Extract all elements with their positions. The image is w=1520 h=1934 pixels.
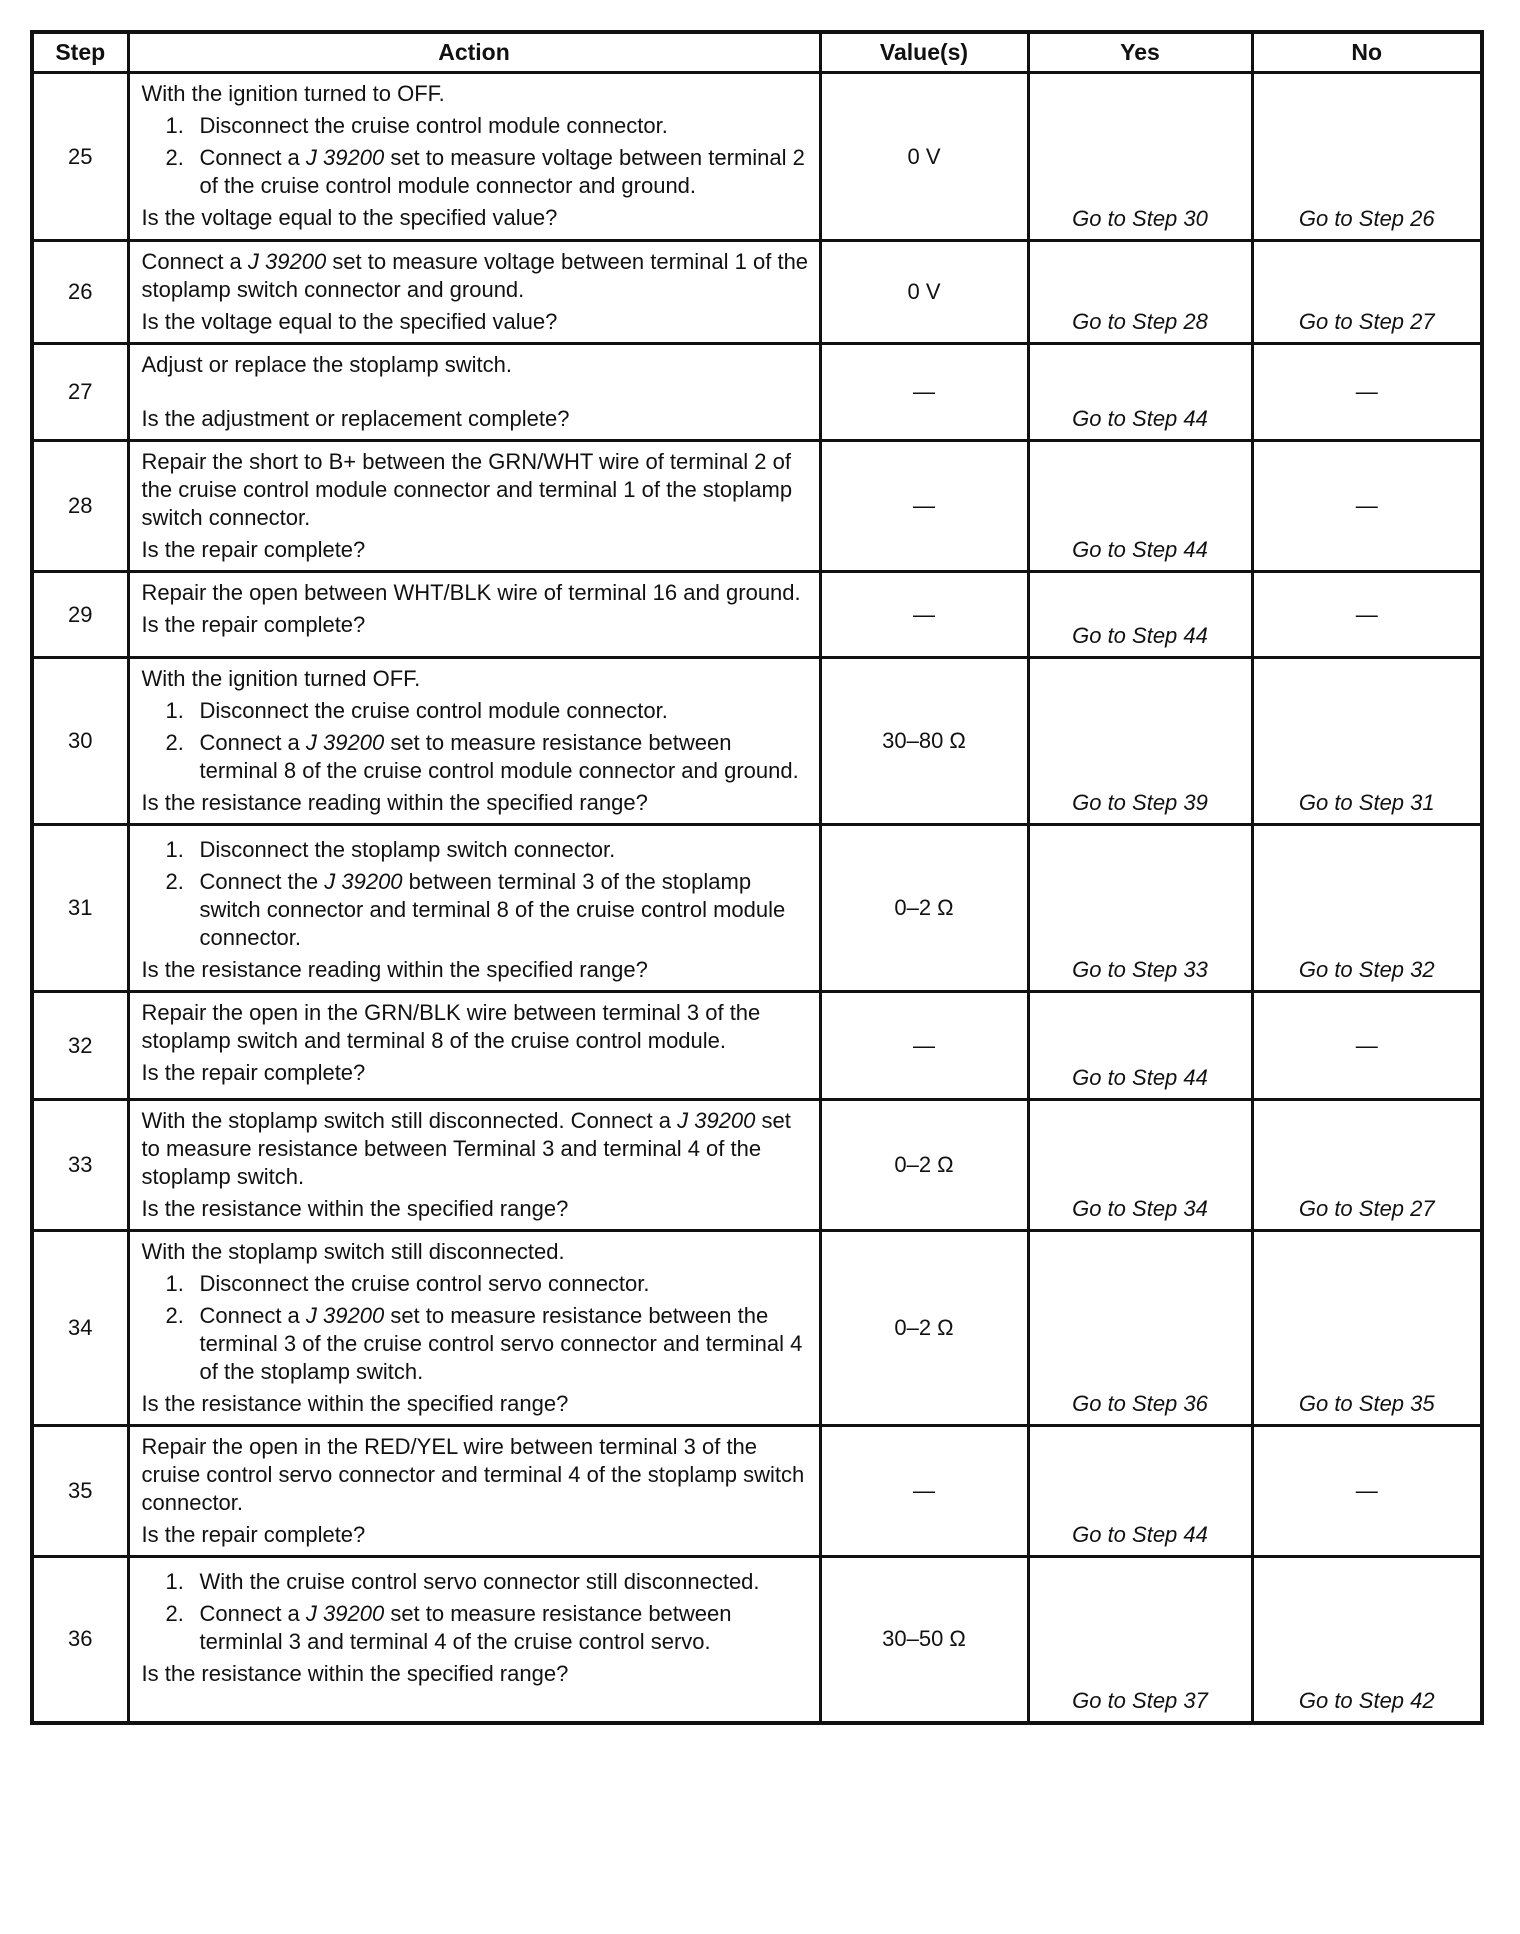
action-text: With the stoplamp switch still disconnected. Connect a: [141, 1108, 678, 1133]
action-question: Is the adjustment or replacement complete?: [141, 406, 570, 431]
value-cell: 0–2 Ω: [820, 825, 1028, 992]
action-intro: Adjust or replace the stoplamp switch.: [141, 352, 513, 377]
action-text: set to measure resistance between terminal 8 of the cruise control module connector and ground.: [199, 730, 799, 783]
no-dash: —: [1355, 1032, 1378, 1058]
action-text: Connect the: [199, 869, 325, 894]
action-text: set to measure voltage between terminal 1 of the stoplamp switch connector and ground.: [141, 249, 809, 302]
action-question: Is the resistance within the specified range?: [141, 1391, 569, 1416]
table-row: [32, 1231, 1482, 1426]
action-cell: [128, 1557, 820, 1723]
step-number: 28: [32, 441, 128, 572]
action-intro: Repair the short to B+ between the GRN/WHT wire of terminal 2 of the cruise control module connector and terminal 1 of the stoplamp switch connector.: [141, 449, 793, 530]
step-number: 29: [32, 572, 128, 658]
action-step-item: [142, 697, 809, 725]
table-row: [32, 73, 1482, 241]
action-step-number: 2.: [165, 1601, 184, 1626]
no-result: [1252, 73, 1482, 241]
no-goto-text: Go to Step 27: [1298, 1196, 1435, 1221]
header-row: [32, 32, 1482, 73]
action-text: Connect a: [199, 145, 306, 170]
value-cell: —: [820, 344, 1028, 441]
yes-result: [1028, 73, 1252, 241]
no-result: [1252, 658, 1482, 825]
action-step-item: [142, 144, 809, 200]
tool-number: J 39200: [305, 1601, 385, 1626]
action-text: Connect a: [199, 730, 306, 755]
no-header: No: [1252, 32, 1482, 73]
tool-number: J 39200: [247, 249, 327, 274]
table-row: [32, 1426, 1482, 1557]
action-cell: [128, 344, 820, 441]
action-steps-list: [142, 836, 809, 952]
no-result: [1252, 441, 1482, 572]
yes-goto-text: Go to Step 33: [1072, 957, 1208, 982]
tool-number: J 39200: [305, 1303, 385, 1328]
no-dash: —: [1355, 379, 1378, 404]
no-goto-text: Go to Step 32: [1298, 957, 1435, 982]
action-intro: [142, 1107, 809, 1191]
tool-number: J 39200: [305, 730, 385, 755]
values-header: Value(s): [820, 32, 1028, 73]
action-intro: Repair the open in the GRN/BLK wire between terminal 3 of the stoplamp switch and terminal 8 of the cruise control module.: [141, 1000, 761, 1053]
action-step-item: [142, 1568, 809, 1596]
table-row: [32, 1100, 1482, 1231]
action-cell: [128, 441, 820, 572]
value-cell: —: [820, 1426, 1028, 1557]
action-question: Is the resistance within the specified range?: [141, 1661, 569, 1686]
action-text: Disconnect the cruise control module connector.: [199, 113, 668, 138]
action-text: Disconnect the stoplamp switch connector.: [199, 837, 616, 862]
yes-goto-text: Go to Step 34: [1072, 1196, 1208, 1221]
action-question: Is the repair complete?: [141, 537, 366, 562]
step-number: 34: [32, 1231, 128, 1426]
yes-goto-text: Go to Step 44: [1072, 623, 1208, 648]
no-result: [1252, 344, 1482, 441]
action-step-item: [142, 729, 809, 785]
action-step-item: [142, 1270, 809, 1298]
step-number: 32: [32, 992, 128, 1100]
action-cell: [128, 241, 820, 344]
action-text: set to measure resistance between Terminal 3 and terminal 4 of the stoplamp switch.: [141, 1108, 791, 1189]
value-cell: 30–80 Ω: [820, 658, 1028, 825]
step-number: 30: [32, 658, 128, 825]
action-intro: With the ignition turned OFF.: [141, 666, 421, 691]
yes-goto-text: Go to Step 44: [1072, 537, 1208, 562]
yes-goto-text: Go to Step 28: [1072, 309, 1208, 334]
yes-result: [1028, 1426, 1252, 1557]
action-intro: Repair the open in the RED/YEL wire between terminal 3 of the cruise control servo connector and terminal 4 of the stoplamp switch connector.: [141, 1434, 805, 1515]
yes-result: [1028, 825, 1252, 992]
yes-goto-text: Go to Step 39: [1072, 790, 1208, 815]
yes-goto-text: Go to Step 30: [1072, 206, 1208, 231]
action-question: Is the repair complete?: [141, 612, 366, 637]
action-step-number: 1.: [165, 113, 184, 138]
action-intro: With the stoplamp switch still disconnected.: [141, 1239, 565, 1264]
table-row: [32, 441, 1482, 572]
no-dash: —: [1355, 493, 1378, 518]
value-cell: —: [820, 572, 1028, 658]
tool-number: J 39200: [305, 145, 385, 170]
no-result: [1252, 1557, 1482, 1723]
action-question: Is the resistance reading within the specified range?: [141, 957, 648, 982]
action-step-number: 1.: [165, 1569, 184, 1594]
yes-goto-text: Go to Step 36: [1072, 1391, 1208, 1416]
diagnostic-table: [30, 30, 1484, 1725]
yes-result: [1028, 658, 1252, 825]
table-row: [32, 992, 1482, 1100]
no-goto-text: Go to Step 35: [1298, 1391, 1435, 1416]
table-row: [32, 241, 1482, 344]
action-steps-list: [142, 1270, 809, 1386]
action-question: Is the resistance reading within the specified range?: [141, 790, 648, 815]
yes-result: [1028, 1231, 1252, 1426]
action-cell: [128, 825, 820, 992]
value-cell: —: [820, 441, 1028, 572]
action-intro: Repair the open between WHT/BLK wire of terminal 16 and ground.: [141, 580, 801, 605]
action-text: With the cruise control servo connector still disconnected.: [199, 1569, 760, 1594]
action-step-number: 1.: [165, 698, 184, 723]
action-cell: [128, 1426, 820, 1557]
step-number: 36: [32, 1557, 128, 1723]
value-cell: 0 V: [820, 241, 1028, 344]
no-goto-text: Go to Step 42: [1298, 1687, 1435, 1713]
yes-result: [1028, 441, 1252, 572]
table-row: [32, 825, 1482, 992]
action-cell: [128, 572, 820, 658]
value-cell: —: [820, 992, 1028, 1100]
yes-goto-text: Go to Step 44: [1072, 1065, 1208, 1090]
action-intro: [142, 248, 809, 304]
no-result: [1252, 992, 1482, 1100]
no-result: [1252, 1426, 1482, 1557]
diagnostic-page: [30, 30, 1480, 1725]
step-number: 31: [32, 825, 128, 992]
action-steps-list: [142, 1568, 809, 1656]
table-row: [32, 344, 1482, 441]
no-dash: —: [1355, 1478, 1378, 1503]
action-step-number: 2.: [165, 145, 184, 170]
action-cell: [128, 73, 820, 241]
table-row: [32, 658, 1482, 825]
action-intro: With the ignition turned to OFF.: [141, 81, 445, 106]
action-step-item: [142, 112, 809, 140]
action-step-item: [142, 836, 809, 864]
yes-result: [1028, 344, 1252, 441]
action-step-number: 1.: [165, 1271, 184, 1296]
action-question: Is the voltage equal to the specified value?: [141, 309, 558, 334]
action-cell: [128, 992, 820, 1100]
action-text: set to measure voltage between terminal 2 of the cruise control module connector and ground.: [199, 145, 805, 198]
action-step-number: 2.: [165, 730, 184, 755]
yes-result: [1028, 1100, 1252, 1231]
step-number: 35: [32, 1426, 128, 1557]
table-row: [32, 1557, 1482, 1723]
action-cell: [128, 1231, 820, 1426]
tool-number: J 39200: [677, 1108, 756, 1133]
yes-result: [1028, 1557, 1252, 1723]
action-text: Disconnect the cruise control module connector.: [199, 698, 668, 723]
yes-goto-text: Go to Step 37: [1072, 1687, 1208, 1713]
action-steps-list: [142, 697, 809, 785]
no-result: [1252, 1100, 1482, 1231]
action-steps-list: [142, 112, 809, 200]
action-step-item: [142, 1600, 809, 1656]
action-question: Is the resistance within the specified range?: [141, 1196, 569, 1221]
value-cell: 0 V: [820, 73, 1028, 241]
step-number: 33: [32, 1100, 128, 1231]
value-cell: 0–2 Ω: [820, 1231, 1028, 1426]
yes-goto-text: Go to Step 44: [1072, 406, 1208, 431]
action-cell: [128, 658, 820, 825]
action-header: Action: [128, 32, 820, 73]
no-result: [1252, 572, 1482, 658]
action-question: Is the repair complete?: [141, 1522, 366, 1547]
yes-result: [1028, 241, 1252, 344]
step-number: 25: [32, 73, 128, 241]
action-text: Connect a: [199, 1601, 306, 1626]
no-goto-text: Go to Step 26: [1298, 206, 1435, 231]
step-number: 27: [32, 344, 128, 441]
action-text: set to measure resistance between terminlal 3 and terminal 4 of the cruise control servo.: [199, 1601, 732, 1654]
value-cell: 0–2 Ω: [820, 1100, 1028, 1231]
no-result: [1252, 825, 1482, 992]
no-result: [1252, 1231, 1482, 1426]
action-step-item: [142, 1302, 809, 1386]
action-text: Connect a: [141, 249, 248, 274]
yes-result: [1028, 572, 1252, 658]
step-number: 26: [32, 241, 128, 344]
action-text: Connect a: [199, 1303, 306, 1328]
action-step-item: [142, 868, 809, 952]
yes-goto-text: Go to Step 44: [1072, 1522, 1208, 1547]
action-step-number: 2.: [165, 869, 184, 894]
no-dash: —: [1355, 601, 1378, 627]
action-text: between terminal 3 of the stoplamp switch connector and terminal 8 of the cruise control module connector.: [199, 869, 786, 950]
table-body: [32, 73, 1482, 1723]
spacer: [142, 379, 809, 401]
yes-result: [1028, 992, 1252, 1100]
action-step-number: 2.: [165, 1303, 184, 1328]
step-header: Step: [32, 32, 128, 73]
table-row: [32, 572, 1482, 658]
yes-header: Yes: [1028, 32, 1252, 73]
action-question: Is the voltage equal to the specified value?: [141, 205, 558, 230]
action-cell: [128, 1100, 820, 1231]
action-question: Is the repair complete?: [141, 1060, 366, 1085]
no-goto-text: Go to Step 27: [1298, 309, 1435, 334]
action-step-number: 1.: [165, 837, 184, 862]
action-text: set to measure resistance between the terminal 3 of the cruise control servo connector and terminal 4 of the stoplamp switch.: [199, 1303, 803, 1384]
value-cell: 30–50 Ω: [820, 1557, 1028, 1723]
no-goto-text: Go to Step 31: [1298, 790, 1435, 815]
no-result: [1252, 241, 1482, 344]
tool-number: J 39200: [324, 869, 403, 894]
action-text: Disconnect the cruise control servo connector.: [199, 1271, 650, 1296]
